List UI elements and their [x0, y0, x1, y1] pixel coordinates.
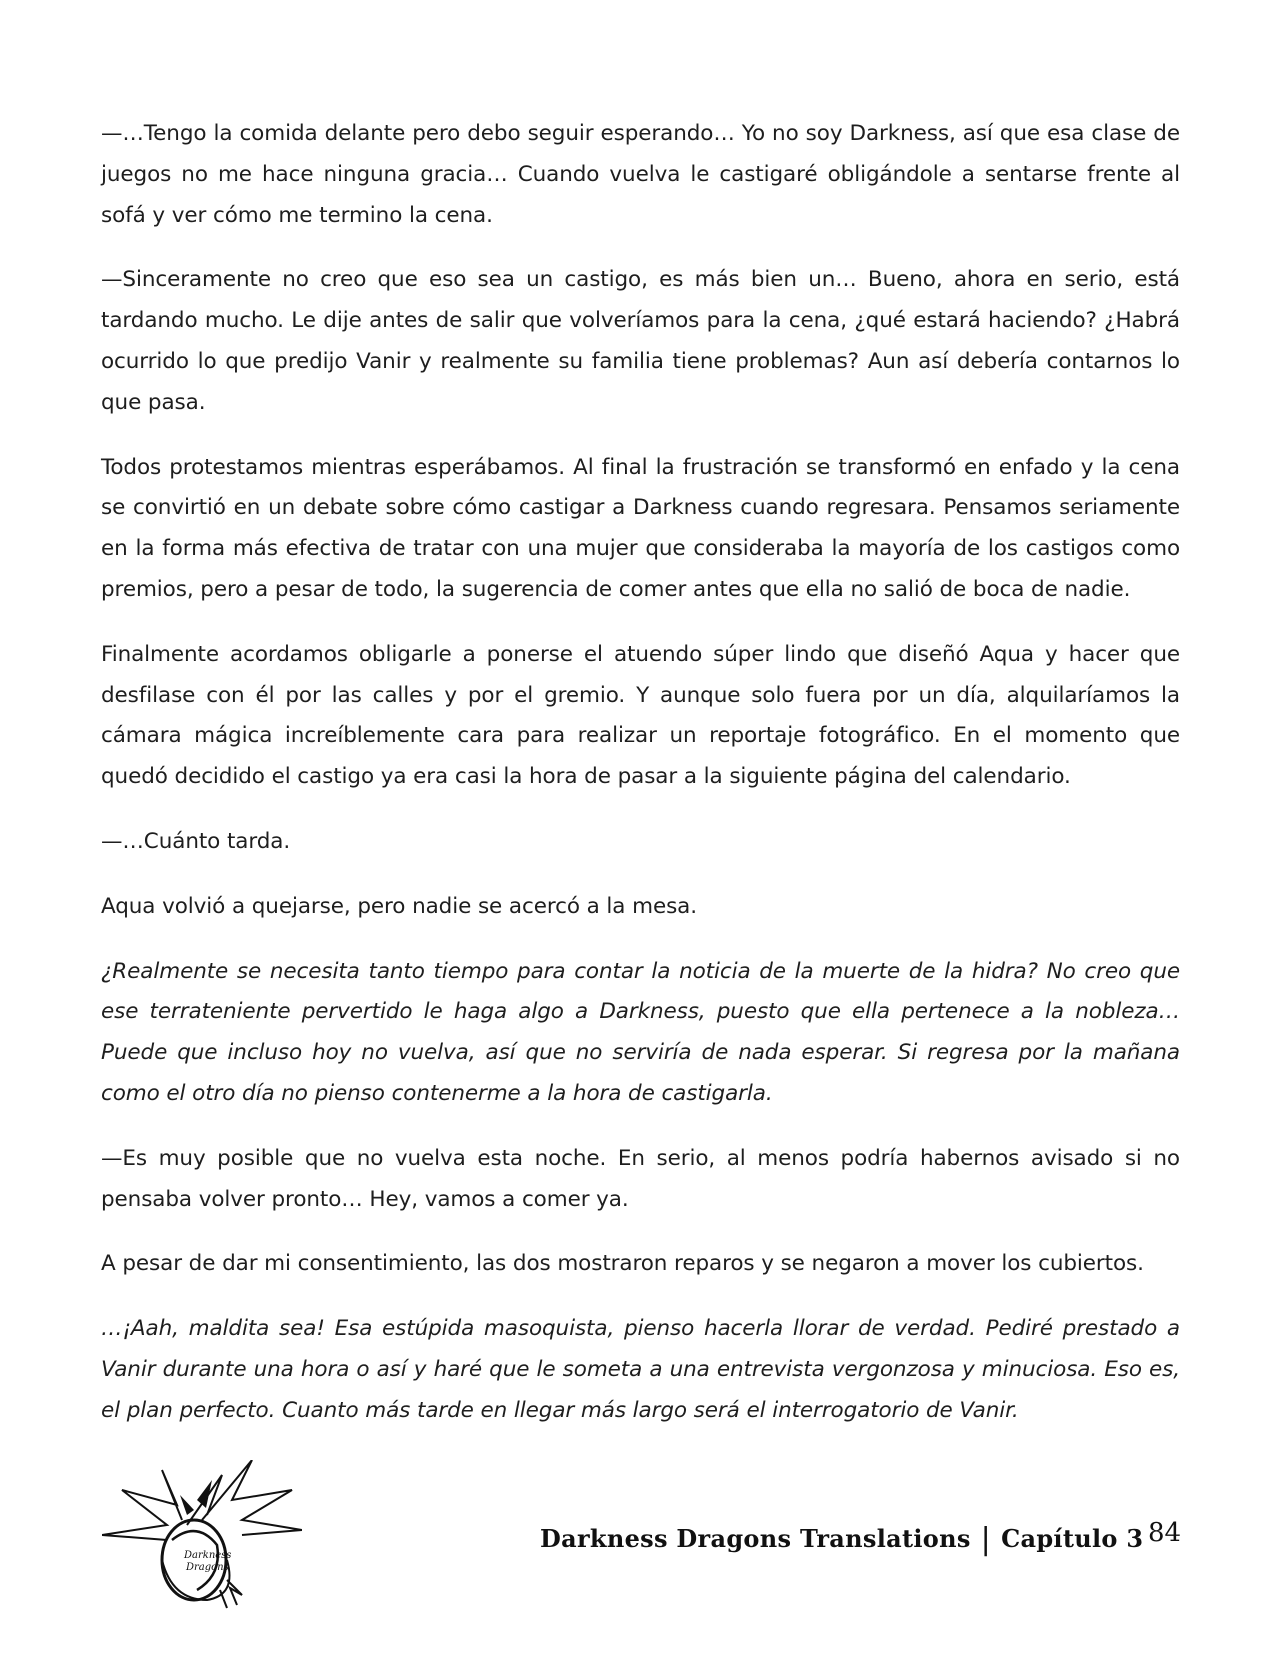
logo-text-line1: Darkness: [184, 1550, 232, 1561]
paragraph-italic: ¿Realmente se necesita tanto tiempo para contar la noticia de la muerte de la hidra? No creo que ese terrateniente pervertido le haga algo a Darkness, puesto que ella pertenece a la nobleza… Puede que incluso hoy no vuelva, así que no serviría de nada esperar. Si regresa por la mañana como el otro día no pienso contenerme a la hora de castigarla.: [101, 958, 1180, 1106]
paragraph: Todos protestamos mientras esperábamos. Al final la frustración se transformó en enfado y la cena se convirtió en un debate sobre cómo castigar a Darkness cuando regresara. Pensamos seriamente en la forma más efectiva de tratar con una mujer que consideraba la mayoría de los castigos como premios, pero a pesar de todo, la sugerencia de comer antes que ella no salió de boca de nadie.: [101, 454, 1180, 602]
paragraph: A pesar de dar mi consentimiento, las dos mostraron reparos y se negaron a mover los cubiertos.: [101, 1251, 1144, 1277]
dragon-logo-icon: [102, 1460, 302, 1610]
page-footer: [0, 1460, 1280, 1620]
paragraph: —…Tengo la comida delante pero debo seguir esperando… Yo no soy Darkness, así que esa clase de juegos no me hace ninguna gracia… Cuando vuelva le castigaré obligándole a sentarse frente al sofá y ver cómo me termino la cena.: [101, 121, 1180, 228]
paragraph-italic: …¡Aah, maldita sea! Esa estúpida masoquista, pienso hacerla llorar de verdad. Pediré prestado a Vanir durante una hora o así y haré que le someta a una entrevista vergonzosa y minuciosa. Eso es, el plan perfecto. Cuanto más tarde en llegar más largo será el interrogatorio de Vanir.: [101, 1316, 1180, 1423]
paragraph: —Sinceramente no creo que eso sea un castigo, es más bien un… Bueno, ahora en serio, está tardando mucho. Le dije antes de salir que volveríamos para la cena, ¿qué estará haciendo? ¿Habrá ocurrido lo que predijo Vanir y realmente su familia tiene problemas? Aun así debería contarnos lo que pasa.: [101, 267, 1180, 415]
chapter-label: Capítulo 3: [1001, 1524, 1144, 1553]
group-name: Darkness Dragons Translations: [540, 1524, 971, 1553]
page-number: 84: [1148, 1518, 1182, 1548]
logo-text-line2: Dragons: [186, 1562, 229, 1573]
footer-title: [540, 1520, 1143, 1555]
paragraph: Aqua volvió a quejarse, pero nadie se acercó a la mesa.: [101, 893, 697, 919]
paragraph: —…Cuánto tarda.: [101, 828, 291, 854]
paragraph: —Es muy posible que no vuelva esta noche. En serio, al menos podría habernos avisado si no pensaba volver pronto… Hey, vamos a comer ya.: [101, 1145, 1180, 1212]
paragraph: Finalmente acordamos obligarle a ponerse el atuendo súper lindo que diseñó Aqua y hacer que desfilase con él por las calles y por el gremio. Y aunque solo fuera por un día, alquilaríamos la cámara mágica increíblemente cara para realizar un reportaje fotográfico. En el momento que quedó decidido el castigo ya era casi la hora de pasar a la siguiente página del calendario.: [101, 641, 1180, 790]
page-body: [101, 114, 1180, 1456]
footer-separator: |: [980, 1522, 992, 1557]
